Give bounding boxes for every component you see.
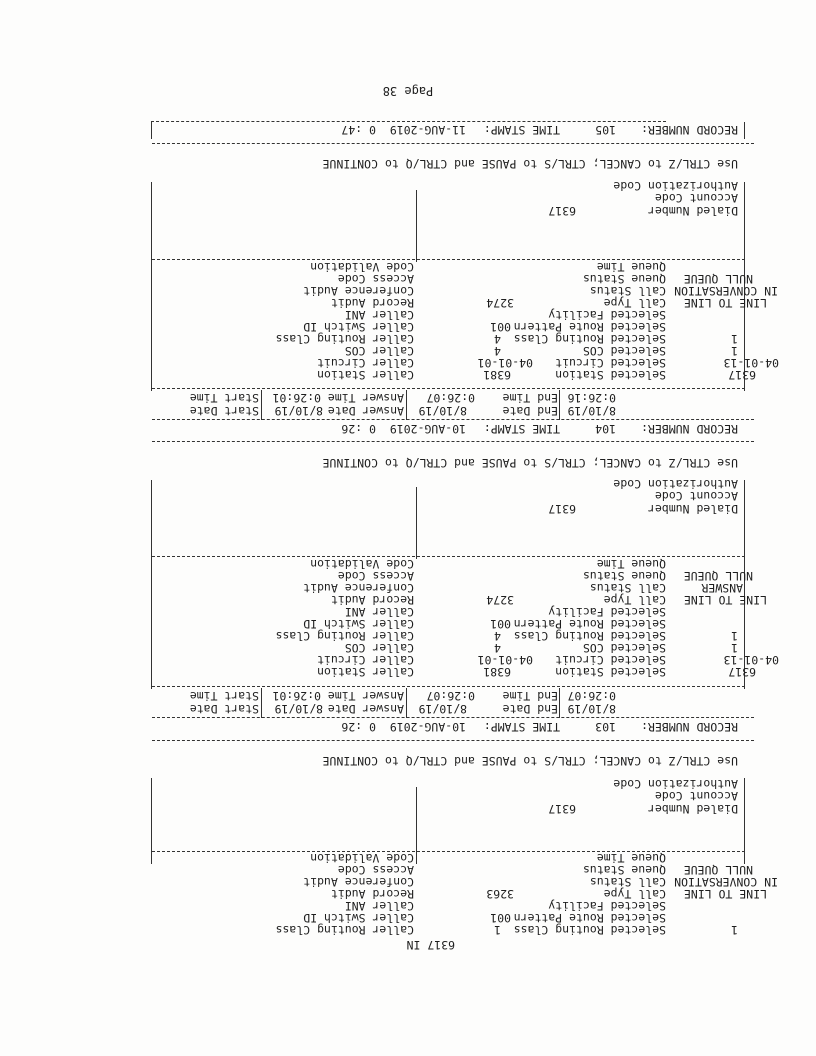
caller-station-label: Caller Station [317,368,414,382]
caller-station-value: 6381 [483,368,511,382]
caller-routing-class-label: Caller Routing Class [275,629,414,643]
code-validation-label: Code Validation [310,557,414,571]
selected-routing-class-value: 1 [731,629,738,643]
caller-routing-class-value: 4 [494,332,501,346]
box-edge [151,480,152,689]
start-time-label: Start Time [189,689,259,703]
dialed-number-value: 6317 [548,204,576,218]
selected-facility-label: Selected Facility [548,605,666,619]
account-code-label: Account Code [654,191,738,205]
selected-facility-label: Selected Facility [548,899,666,913]
selected-cos-value: 1 [731,344,738,358]
access-code-label: Access Code [337,863,414,877]
queue-status-value: NULL QUEUE [683,863,753,877]
caller-switch-id-label: Caller Switch ID [303,617,414,631]
answer-date-label: Answer Date [327,702,404,716]
caller-ani-label: Caller ANI [344,308,414,322]
box-edge [151,122,152,139]
queue-time-label: Queue Time [596,260,666,274]
caller-routing-class-value: 1 [494,923,501,937]
answer-date-value: 8/10/19 [418,404,467,418]
queue-status-label: Queue Status [582,863,666,877]
start-date-value: 8/10/19 [274,702,323,716]
record-number-label: RECORD NUMBER: [641,720,738,734]
box-edge [744,122,745,139]
caller-ani-label: Caller ANI [344,605,414,619]
call-type-label: Call Type [603,887,666,901]
dialed-number-label: Dialed Number [647,802,738,816]
selected-circuit-value: 04-01-13 [723,356,779,370]
selected-routing-class-value: 1 [731,332,738,346]
start-date-label: Start Date [189,404,259,418]
record-number-value: 104 [595,422,616,436]
conference-audit-label: Conference Audit [303,875,414,889]
call-status-label: Call Status [589,875,666,889]
answer-time-label: Answer Time [327,391,404,405]
end-date-value: 8/10/19 [567,702,616,716]
time-stamp-label: TIME STAMP: [483,123,560,137]
caller-routing-class-label: Caller Routing Class [275,923,414,937]
caller-switch-id-label: Caller Switch ID [303,320,414,334]
divider [152,388,745,389]
end-time-value: 0:26:07 [567,689,616,703]
control-prompt: Use CTRL/Z to CANCEL; CTRL/S to PAUSE and CTRL/Q to CONTINUE [322,456,738,470]
divider [152,143,754,144]
column-divider [261,390,262,420]
selected-station-label: Selected Station [555,368,666,382]
record-number-label: RECORD NUMBER: [641,123,738,137]
queue-time-label: Queue Time [596,557,666,571]
queue-time-label: Queue Time [596,851,666,865]
selected-station-value: 6317 [728,368,756,382]
dialed-number-value: 6317 [548,802,576,816]
end-time-label: End Time [502,391,558,405]
call-status-value: IN CONVERSATION [674,875,778,889]
conference-audit-label: Conference Audit [303,284,414,298]
call-status-label: Call Status [589,581,666,595]
caller-circuit-value: 04-01-01 [477,356,533,370]
record-audit-value: 3263 [486,887,514,901]
end-date-label: End Date [502,702,558,716]
column-divider [406,390,407,420]
column-divider [416,787,417,864]
account-code-label: Account Code [654,489,738,503]
record-number-label: RECORD NUMBER: [641,422,738,436]
record-audit-label: Record Audit [330,593,414,607]
queue-status-value: NULL QUEUE [683,569,753,583]
selected-cos-label: Selected COS [582,641,666,655]
caller-routing-class-label: Caller Routing Class [275,332,414,346]
account-code-label: Account Code [654,789,738,803]
caller-ani-label: Caller ANI [344,899,414,913]
record-audit-label: Record Audit [330,296,414,310]
selected-circuit-value: 04-01-13 [723,653,779,667]
record-audit-value: 3274 [486,593,514,607]
caller-station-label: Caller Station [317,665,414,679]
time-stamp-value: 10-AUG-2019 0 :26 [341,720,466,734]
call-type-value: LINE TO LINE [683,887,767,901]
caller-station-value: 6381 [483,665,511,679]
time-stamp-label: TIME STAMP: [483,422,560,436]
start-time-label: Start Time [189,391,259,405]
caller-routing-class-value: 4 [494,629,501,643]
call-type-label: Call Type [603,593,666,607]
start-date-label: Start Date [189,702,259,716]
caller-switch-id-label: Caller Switch ID [303,911,414,925]
selected-cos-value: 1 [731,641,738,655]
selected-route-pattern-label: Selected Route Pattern [513,911,666,925]
record-audit-label: Record Audit [330,887,414,901]
answer-time-value: 0:26:07 [426,391,475,405]
call-type-label: Call Type [603,296,666,310]
caller-circuit-label: Caller Circuit [317,653,414,667]
selected-routing-class-label: Selected Routing Class [513,629,666,643]
selected-circuit-label: Selected Circuit [555,356,666,370]
time-stamp-value: 10-AUG-2019 0 :26 [341,422,466,436]
selected-routing-class-label: Selected Routing Class [513,332,666,346]
column-divider [416,190,417,262]
divider [152,686,745,687]
answer-date-label: Answer Date [327,404,404,418]
queue-status-value: NULL QUEUE [683,272,753,286]
selected-station-value: 6317 [728,665,756,679]
end-date-value: 8/10/19 [567,404,616,418]
answer-date-value: 8/10/19 [418,702,467,716]
divider [152,441,754,442]
caller-circuit-label: Caller Circuit [317,356,414,370]
divider [152,740,754,741]
selected-station-label: Selected Station [555,665,666,679]
record-number-value: 103 [595,720,616,734]
end-time-value: 0:26:16 [567,391,616,405]
column-divider [406,688,407,718]
selected-routing-class-label: Selected Routing Class [513,923,666,937]
call-status-label: Call Status [589,284,666,298]
time-stamp-label: TIME STAMP: [483,720,560,734]
code-validation-label: Code Validation [310,851,414,865]
answer-time-label: Answer Time [327,689,404,703]
caller-cos-value: 4 [494,641,501,655]
caller-circuit-value: 04-01-01 [477,653,533,667]
record-number-value: 105 [595,123,616,137]
divider [152,717,754,718]
authorization-code-label: Authorization Code [613,179,738,193]
call-type-value: LINE TO LINE [683,593,767,607]
authorization-code-label: Authorization Code [613,477,738,491]
selected-routing-class-value: 1 [731,923,738,937]
start-date-value: 8/10/19 [274,404,323,418]
start-time-value: 0:26:01 [272,391,321,405]
call-type-value: LINE TO LINE [683,296,767,310]
divider [152,419,754,420]
end-date-label: End Date [502,404,558,418]
answer-time-value: 0:26:07 [426,689,475,703]
column-divider [261,688,262,718]
divider [151,121,666,122]
dialed-number-label: Dialed Number [647,502,738,516]
queue-status-label: Queue Status [582,569,666,583]
end-time-label: End Time [502,689,558,703]
caller-switch-id-value: 001 [490,911,511,925]
access-code-label: Access Code [337,569,414,583]
time-stamp-value: 11-AUG-2019 0 :47 [341,123,466,137]
selected-route-pattern-label: Selected Route Pattern [513,617,666,631]
conference-audit-label: Conference Audit [303,581,414,595]
access-code-label: Access Code [337,272,414,286]
record-audit-value: 3274 [486,296,514,310]
selected-circuit-label: Selected Circuit [555,653,666,667]
start-time-value: 0:26:01 [272,689,321,703]
selected-cos-label: Selected COS [582,344,666,358]
call-status-value: ANSWER [701,581,743,595]
dialed-number-label: Dialed Number [647,204,738,218]
caller-switch-id-value: 001 [490,617,511,631]
control-prompt: Use CTRL/Z to CANCEL; CTRL/S to PAUSE and CTRL/Q to CONTINUE [322,157,738,171]
page-number: Page 38 [382,84,434,98]
column-divider [416,487,417,559]
dialed-number-value: 6317 [548,502,576,516]
box-edge [151,182,152,391]
control-prompt: Use CTRL/Z to CANCEL; CTRL/S to PAUSE and CTRL/Q to CONTINUE [322,754,738,768]
caller-cos-label: Caller COS [344,641,414,655]
column-divider [559,688,560,718]
caller-switch-id-value: 001 [490,320,511,334]
caller-cos-label: Caller COS [344,344,414,358]
queue-status-label: Queue Status [582,272,666,286]
truncated-line-fragment: 6317 IN [406,938,455,952]
call-status-value: IN CONVERSATION [674,284,778,298]
column-divider [559,390,560,420]
caller-cos-value: 4 [494,344,501,358]
selected-facility-label: Selected Facility [548,308,666,322]
code-validation-label: Code Validation [310,260,414,274]
authorization-code-label: Authorization Code [613,777,738,791]
selected-route-pattern-label: Selected Route Pattern [513,320,666,334]
